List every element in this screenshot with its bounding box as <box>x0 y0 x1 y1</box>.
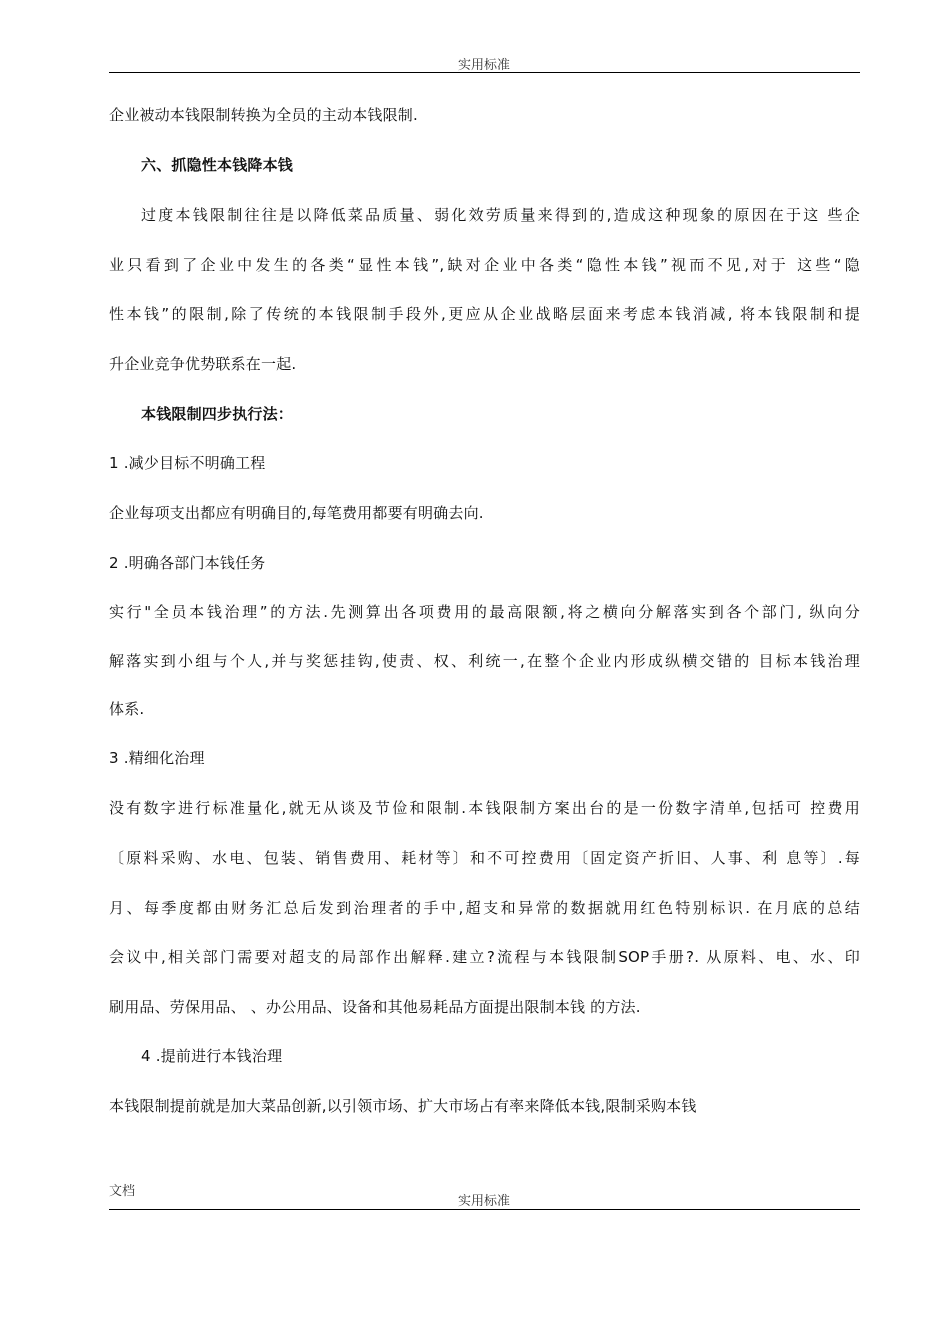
text-line: 企业每项支出都应有明确目的,每笔费用都要有明确去向. <box>109 504 484 522</box>
text-line: 本钱限制提前就是加大菜品创新,以引领市场、扩大市场占有率来降低本钱,限制采购本钱 <box>109 1097 697 1115</box>
text-line: 升企业竞争优势联系在一起. <box>109 355 297 373</box>
section-heading: 本钱限制四步执行法： <box>141 405 294 423</box>
text-line: 业只看到了企业中发生的各类“显性本钱”,缺对企业中各类“隐性本钱”视而不见,对于 这些“隐 <box>109 256 860 274</box>
text-line: 〔原料采购、水电、包装、销售费用、耗材等〕和不可控费用〔固定资产折旧、人事、利 息等〕.每 <box>109 849 860 867</box>
list-heading: 3 .精细化治理 <box>109 749 205 767</box>
section-heading: 六、抓隐性本钱降本钱 <box>141 156 294 174</box>
list-heading: 4 .提前进行本钱治理 <box>141 1047 283 1065</box>
text-line: 没有数字进行标准量化,就无从谈及节俭和限制.本钱限制方案出台的是一份数字清单,包括可 控费用 <box>109 799 860 817</box>
text-line: 体系. <box>109 700 145 718</box>
text-line: 刷用品、劳保用品、 、办公用品、设备和其他易耗品方面提出限制本钱 的方法. <box>109 998 641 1016</box>
text-line: 月、每季度都由财务汇总后发到治理者的手中,超支和异常的数据就用红色特别标识. 在月底的总结 <box>109 899 860 917</box>
footer-rule <box>109 1209 860 1210</box>
text-line: 会议中,相关部门需要对超支的局部作出解释.建立?流程与本钱限制SOP手册?. 从原料、电、水、印 <box>109 948 860 966</box>
footer-label: 文档 <box>109 1184 136 1199</box>
list-heading: 1 .减少目标不明确工程 <box>109 454 266 472</box>
text-line: 性本钱”的限制,除了传统的本钱限制手段外,更应从企业战略层面来考虑本钱消减, 将本钱限制和提 <box>109 305 860 323</box>
text-line: 实行"全员本钱治理”的方法.先测算出各项费用的最高限额,将之横向分解落实到各个部门, 纵向分 <box>109 603 860 621</box>
text-line: 解落实到小组与个人,并与奖惩挂钩,使责、权、利统一,在整个企业内形成纵横交错的 目标本钱治理 <box>109 652 860 670</box>
list-heading: 2 .明确各部门本钱任务 <box>109 554 266 572</box>
page-footer-title: 实用标准 <box>457 1194 510 1209</box>
text-line: 企业被动本钱限制转换为全员的主动本钱限制. <box>109 106 418 124</box>
page-header-title: 实用标准 <box>457 58 510 73</box>
header-rule <box>109 72 860 73</box>
text-line: 过度本钱限制往往是以降低菜品质量、弱化效劳质量来得到的,造成这种现象的原因在于这 些企 <box>141 206 860 224</box>
